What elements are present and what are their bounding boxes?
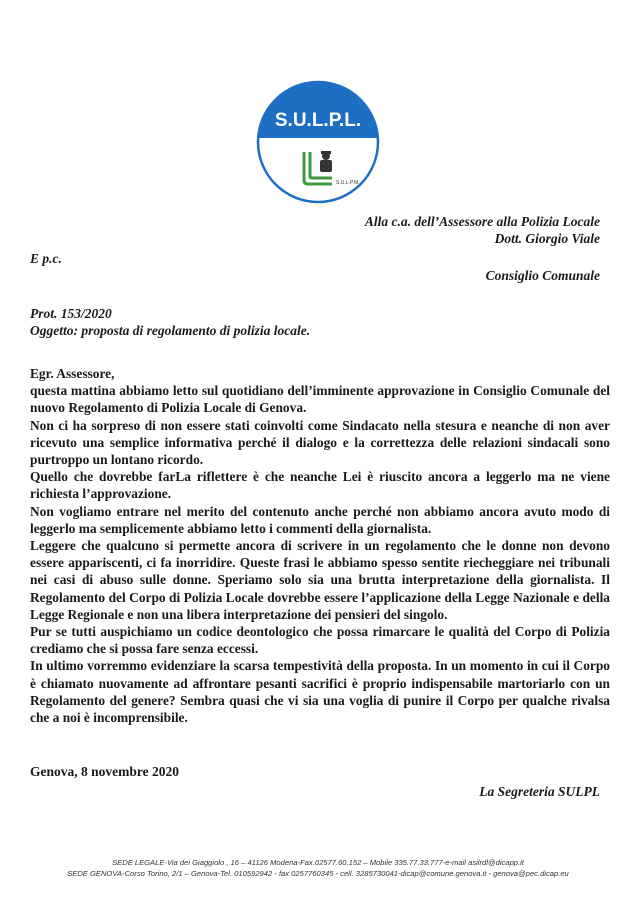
paragraph-7: In ultimo vorremmo evidenziare la scarsa tempestività della proposta. In un momento in cui il Corpo è chiamato nuovamente ad affrontare pesanti sacrifici è proprio indispensabile martoriarlo con un Regolamento del genere? Sembra quasi che vi sia una voglia di punire il Corpo per qualche rivalsa che a noi è incomprensibile. (30, 658, 610, 726)
cc-label: E p.c. (30, 251, 62, 266)
logo-subtitle: S.U.L.P.M. (336, 180, 360, 186)
recipient-line-1: Alla c.a. dell’Assessore alla Polizia Locale (364, 214, 600, 229)
signature: La Segreteria SULPL (479, 784, 600, 799)
paragraph-2: Non ci ha sorpreso di non essere stati coinvolti come Sindacato nella stesura e neanche di non aver ricevuto una semplice informativa perché il dialogo e la correttezza delle relazioni sindacali sono purtroppo un lontano ricordo. (30, 417, 610, 468)
cc-recipient: Consiglio Comunale (485, 268, 600, 283)
paragraph-6: Pur se tutti auspichiamo un codice deontologico che possa rimarcare le qualità del Corpo di Polizia crediamo che si possa fare senza eccessi. (30, 624, 610, 657)
protocol-number: Prot. 153/2020 (30, 306, 112, 321)
paragraph-4: Non vogliamo entrare nel merito del contenuto anche perché non abbiamo ancora avuto modo di leggerlo ma semplicemente abbiamo letto i commenti della giornalista. (30, 503, 610, 536)
paragraph-5: Leggere che qualcuno si permette ancora di scrivere in un regolamento che le donne non devono essere appariscenti, ci fa inorridire. Queste frasi le abbiamo spesso sentite riecheggiare nei tribunali nei casi di abuso sulle donne. Speriamo solo sia una brutta interpretazione della giornalista. Il Regolamento del Corpo di Polizia Locale dovrebbe essere l’applicazione della Legge Nazionale e della Legge Regionale e non una libera interpretazione dei pensieri del singolo. (30, 538, 610, 622)
subject-line: Oggetto: proposta di regolamento di polizia locale. (30, 323, 311, 338)
paragraph-1: questa mattina abbiamo letto sul quotidiano dell’imminente approvazione in Consiglio Comunale del nuovo Regolamento di Polizia Locale di Genova. (30, 383, 610, 416)
recipient-line-2: Dott. Giorgio Viale (494, 231, 600, 246)
logo-title: S.U.L.P.L. (274, 110, 362, 131)
place-date: Genova, 8 novembre 2020 (30, 764, 179, 779)
paragraph-3: Quello che dovrebbe farLa riflettere è che neanche Lei è riuscito ancora a leggerlo ma ne viene richiesta l’approvazione. (30, 469, 610, 502)
footer-line-2: SEDE GENOVA-Corso Torino, 2/1 – Genova-Tel. 010592942 - fax 0257760345 - cell. 3285730041-dicap@comune.genova.it - genova@pec.dicap.eu (67, 869, 569, 878)
sulpl-logo (256, 80, 380, 204)
letter-body (30, 365, 610, 726)
footer-line-1: SEDE LEGALE-Via dei Giaggiolo , 16 – 41126 Modena-Fax.02577.60.152 – Mobile 335.77.33.777-e-mail asilrdl@dicapp.it (112, 858, 524, 867)
salutation: Egr. Assessore, (30, 366, 115, 381)
